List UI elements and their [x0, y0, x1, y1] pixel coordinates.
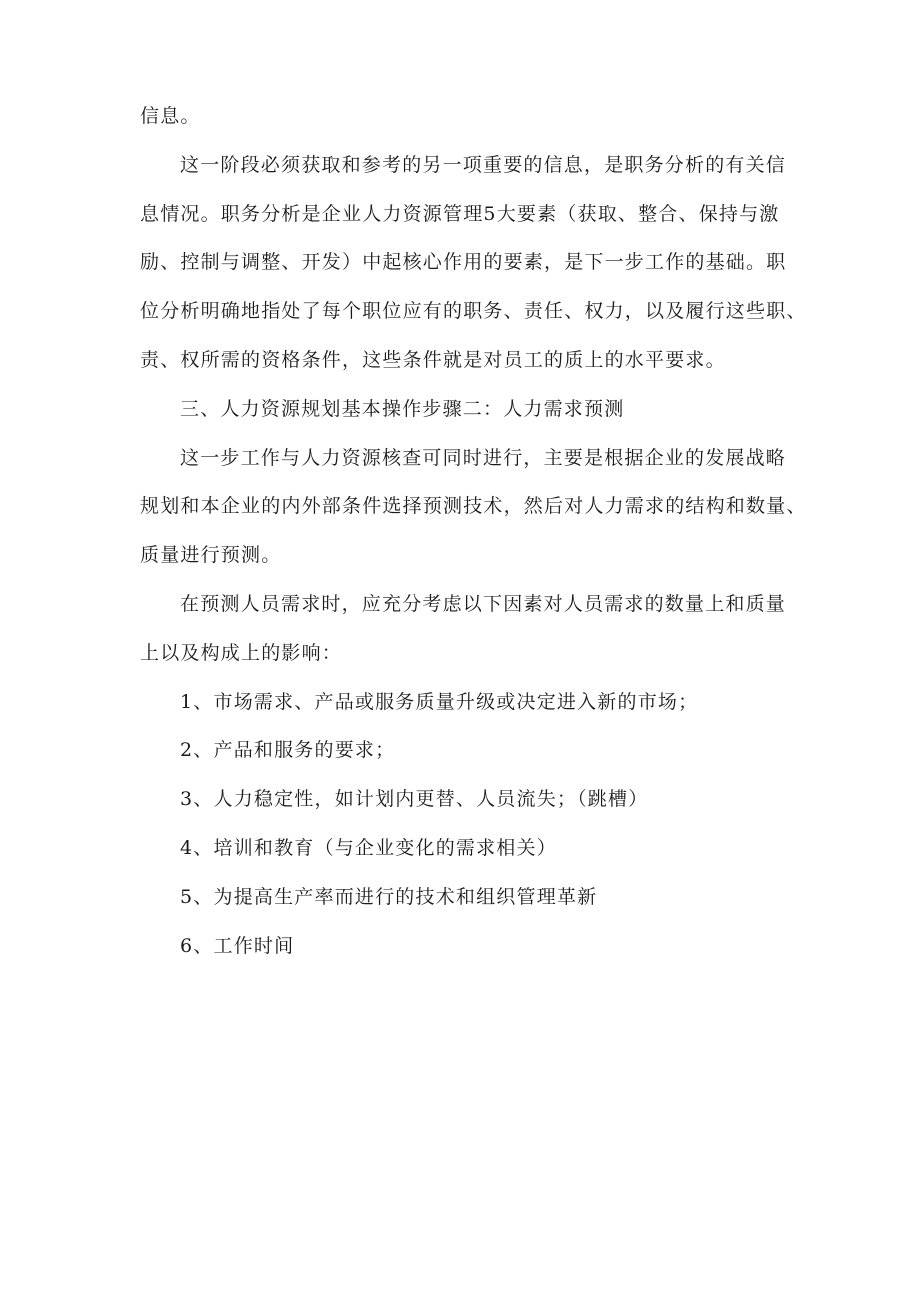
list-item: 1、市场需求、产品或服务质量升级或决定进入新的市场；: [180, 690, 699, 713]
paragraph-line: 在预测人员需求时，应充分考虑以下因素对人员需求的数量上和质量: [180, 592, 787, 615]
list-item: 2、产品和服务的要求；: [180, 739, 396, 762]
list-item: 5、为提高生产率而进行的技术和组织管理革新: [180, 885, 598, 908]
paragraph-line: 上以及构成上的影响：: [140, 641, 343, 664]
list-item: 6、工作时间: [180, 934, 295, 957]
paragraph-line: 励、控制与调整、开发）中起核心作用的要素，是下一步工作的基础。职: [140, 251, 787, 274]
document-body: [140, 92, 807, 970]
paragraph-line: 这一步工作与人力资源核查可同时进行，主要是根据企业的发展战略: [180, 446, 787, 469]
paragraph-line: 责、权所需的资格条件，这些条件就是对员工的质上的水平要求。: [140, 348, 726, 371]
paragraph-line: 位分析明确地指处了每个职位应有的职务、责任、权力，以及履行这些职、: [140, 300, 807, 323]
paragraph-line: 规划和本企业的内外部条件选择预测技术，然后对人力需求的结构和数量、: [140, 495, 807, 518]
paragraph-line: 息情况。职务分析是企业人力资源管理5大要素（获取、整合、保持与激: [140, 202, 780, 225]
paragraph-line: 质量进行预测。: [140, 544, 282, 567]
paragraph-line: 信息。: [140, 105, 201, 127]
section-heading: 三、人力资源规划基本操作步骤二：人力需求预测: [180, 397, 625, 420]
list-item: 4、培训和教育（与企业变化的需求相关）: [180, 836, 557, 859]
paragraph-line: 这一阶段必须获取和参考的另一项重要的信息，是职务分析的有关信: [180, 153, 787, 176]
list-item: 3、人力稳定性，如计划内更替、人员流失；（跳槽）: [180, 788, 649, 811]
